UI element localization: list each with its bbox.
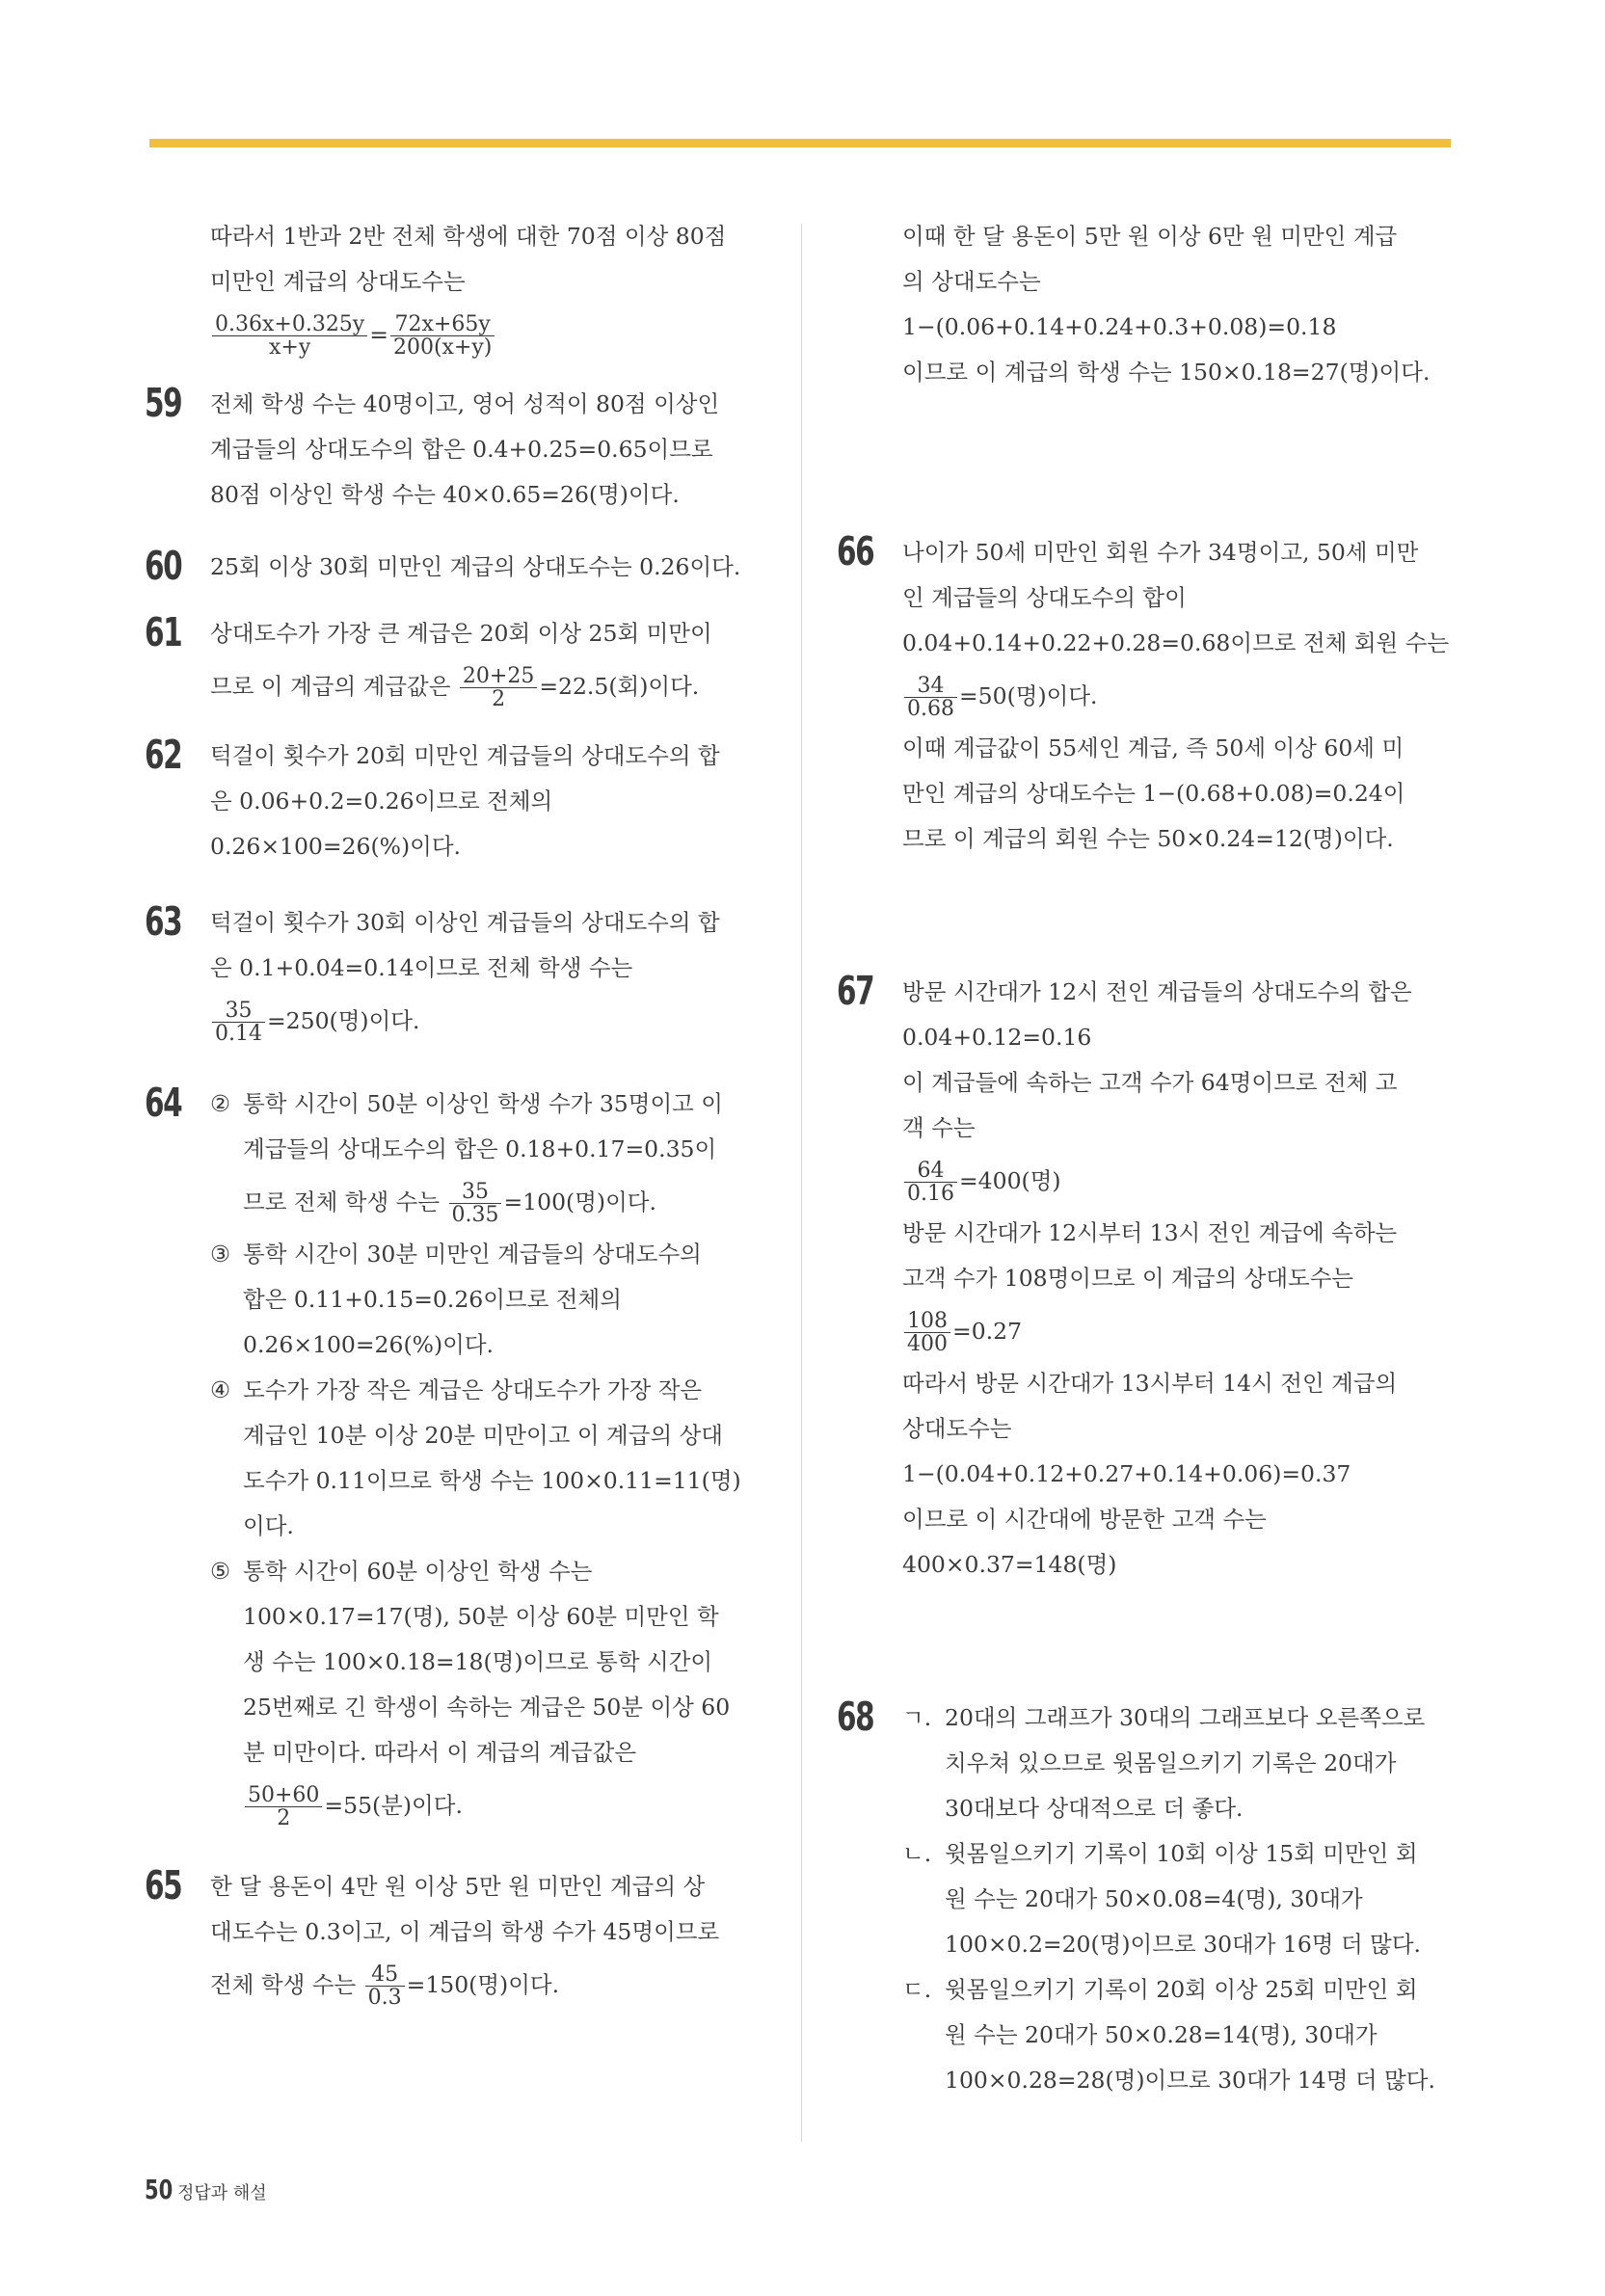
text-line: 이때 한 달 용돈이 5만 원 이상 6만 원 미만인 계급 (902, 223, 1398, 250)
choice-marker: ④ (210, 1376, 231, 1403)
text-line: 미만인 계급의 상대도수는 (210, 268, 466, 295)
text-line: 30대보다 상대적으로 더 좋다. (945, 1795, 1244, 1822)
text-line: 100×0.17=17(명), 50분 이상 60분 미만인 학 (243, 1603, 719, 1630)
text-line: 전체 학생 수는 40명이고, 영어 성적이 80점 이상인 (210, 390, 720, 417)
denominator: 200(x+y) (392, 335, 493, 360)
header-accent-bar (149, 139, 1451, 147)
numerator: 35 (212, 1000, 265, 1023)
choice-5 (210, 1549, 776, 1835)
numerator: 20+25 (460, 665, 537, 688)
page-number: 50 (145, 2174, 174, 2205)
text-line: 도수가 가장 작은 계급은 상대도수가 가장 작은 (243, 1376, 703, 1403)
equals-sign: = (369, 321, 388, 348)
question-number: 61 (145, 609, 182, 655)
text-span: =250(명)이다. (266, 1007, 420, 1034)
choice-marker: ③ (210, 1241, 231, 1268)
text-line: 상대도수가 가장 큰 계급은 20회 이상 25회 미만이 (210, 620, 712, 647)
left-column (145, 214, 776, 2015)
text-line: 인 계급들의 상대도수의 합이 (902, 584, 1187, 611)
choice-4 (210, 1368, 776, 1549)
text-span: 므로 이 계급의 계급값은 (210, 673, 458, 700)
text-span: =22.5(회)이다. (539, 673, 700, 700)
numerator: 34 (904, 675, 957, 698)
question-number: 67 (837, 968, 874, 1014)
answer-61 (145, 611, 776, 716)
text-span: 전체 학생 수는 (210, 1971, 363, 1998)
denominator: x+y (268, 335, 311, 360)
column-divider (801, 224, 802, 2142)
text-line: 므로 이 계급의 회원 수는 50×0.24=12(명)이다. (902, 825, 1394, 852)
text-line: 1−(0.06+0.14+0.24+0.3+0.08)=0.18 (902, 313, 1337, 340)
text-line: 대도수는 0.3이고, 이 계급의 학생 수가 45명이므로 (210, 1918, 720, 1945)
text-line: 25회 이상 30회 미만인 계급의 상대도수는 0.26이다. (210, 553, 741, 580)
fraction (904, 675, 957, 720)
text-line: 이므로 이 시간대에 방문한 고객 수는 (902, 1506, 1267, 1533)
text-line: 객 수는 (902, 1114, 976, 1141)
text-line: 나이가 50세 미만인 회원 수가 34명이고, 50세 미만 (902, 539, 1419, 566)
text-line: 0.04+0.12=0.16 (902, 1024, 1092, 1051)
denominator: 0.16 (907, 1182, 954, 1206)
answer-59 (145, 382, 776, 518)
text-line: 만인 계급의 상대도수는 1−(0.68+0.08)=0.24이 (902, 780, 1405, 807)
question-number: 64 (145, 1080, 182, 1126)
intro-block (145, 214, 776, 364)
text-line: 통학 시간이 50분 이상인 학생 수가 35명이고 이 (243, 1090, 724, 1117)
answer-64 (145, 1081, 776, 1835)
text-line: 윗몸일으키기 기록이 20회 이상 25회 미만인 회 (945, 1976, 1418, 2003)
text-line: 은 0.06+0.2=0.26이므로 전체의 (210, 788, 553, 814)
numerator: 0.36x+0.325y (212, 313, 367, 336)
formula-line (210, 305, 776, 364)
text-line: 방문 시간대가 12시 전인 계급들의 상대도수의 합은 (902, 978, 1412, 1005)
text-line: 0.04+0.14+0.22+0.28=0.68이므로 전체 회원 수는 (902, 629, 1450, 656)
text-span: =0.27 (952, 1318, 1023, 1345)
formula-line (210, 1955, 776, 2015)
text-line: 고객 수가 108명이므로 이 계급의 상대도수는 (902, 1265, 1354, 1292)
numerator: 108 (904, 1310, 950, 1333)
numerator: 35 (449, 1181, 502, 1204)
right-column (837, 214, 1463, 2103)
text-line: 분 미만이다. 따라서 이 계급의 계급값은 (243, 1739, 637, 1766)
fraction (904, 1310, 950, 1355)
question-number: 59 (145, 380, 182, 426)
text-line: 25번째로 긴 학생이 속하는 계급은 50분 이상 60 (243, 1694, 731, 1721)
answer-65-continued (837, 214, 1463, 395)
text-span: =100(명)이다. (503, 1188, 656, 1215)
text-line: 20대의 그래프가 30대의 그래프보다 오른쪽으로 (945, 1704, 1426, 1731)
formula-line (243, 1775, 776, 1835)
question-number: 68 (837, 1694, 874, 1740)
question-number: 66 (837, 528, 874, 574)
denominator: 0.35 (451, 1203, 499, 1227)
choice-marker: ⑤ (210, 1558, 231, 1585)
denominator: 0.14 (215, 1022, 262, 1046)
fraction (390, 313, 495, 359)
text-line: 이 계급들에 속하는 고객 수가 64명이므로 전체 고 (902, 1069, 1398, 1096)
question-number: 65 (145, 1862, 182, 1909)
text-span: =50(명)이다. (958, 682, 1098, 709)
fraction (365, 1963, 405, 2009)
text-line: 400×0.37=148(명) (902, 1551, 1117, 1578)
text-line: 생 수는 100×0.18=18(명)이므로 통학 시간이 (243, 1648, 713, 1675)
text-line: 도수가 0.11이므로 학생 수는 100×0.11=11(명) (243, 1467, 741, 1494)
formula-line (902, 1301, 1463, 1361)
formula-line (210, 991, 776, 1051)
answer-62 (145, 734, 776, 869)
denominator: 2 (277, 1806, 291, 1830)
text-line: 턱걸이 횟수가 30회 이상인 계급들의 상대도수의 합 (210, 909, 720, 936)
fraction (212, 1000, 265, 1045)
text-line: 이때 계급값이 55세인 계급, 즉 50세 이상 60세 미 (902, 734, 1404, 761)
question-number: 62 (145, 732, 182, 778)
numerator: 72x+65y (390, 313, 495, 336)
denominator: 2 (492, 687, 506, 711)
denominator: 0.3 (367, 1986, 402, 2010)
text-span: =150(명)이다. (406, 1971, 560, 1998)
text-line: 방문 시간대가 12시부터 13시 전인 계급에 속하는 (902, 1219, 1398, 1246)
answer-65 (145, 1864, 776, 2015)
statement-a (902, 1695, 1463, 1831)
statement-b (902, 1831, 1463, 1967)
statement-marker: ㄱ. (902, 1704, 932, 1731)
text-line: 원 수는 20대가 50×0.28=14(명), 30대가 (945, 2021, 1378, 2048)
numerator: 64 (904, 1160, 957, 1183)
text-line: 치우쳐 있으므로 윗몸일으키기 기록은 20대가 (945, 1749, 1397, 1776)
text-line: 0.26×100=26(%)이다. (210, 833, 462, 860)
answer-60 (145, 545, 776, 590)
text-line: 이므로 이 계급의 학생 수는 150×0.18=27(명)이다. (902, 359, 1431, 386)
text-line: 한 달 용돈이 4만 원 이상 5만 원 미만인 계급의 상 (210, 1873, 706, 1900)
statement-marker: ㄷ. (902, 1976, 932, 2003)
text-line: 0.26×100=26(%)이다. (243, 1331, 495, 1358)
text-line: 합은 0.11+0.15=0.26이므로 전체의 (243, 1286, 622, 1313)
formula-line (243, 1172, 776, 1232)
text-line: 통학 시간이 60분 이상인 학생 수는 (243, 1558, 593, 1585)
text-line: 윗몸일으키기 기록이 10회 이상 15회 미만인 회 (945, 1840, 1418, 1867)
numerator: 50+60 (245, 1784, 322, 1807)
choice-marker: ② (210, 1090, 231, 1117)
fraction (904, 1160, 957, 1205)
text-line: 원 수는 20대가 50×0.08=4(명), 30대가 (945, 1885, 1363, 1912)
text-line: 계급들의 상대도수의 합은 0.18+0.17=0.35이 (243, 1135, 717, 1162)
text-line: 100×0.28=28(명)이므로 30대가 14명 더 많다. (945, 2067, 1435, 2094)
text-line: 80점 이상인 학생 수는 40×0.65=26(명)이다. (210, 481, 680, 508)
answer-67 (837, 970, 1463, 1588)
text-line: 100×0.2=20(명)이므로 30대가 16명 더 많다. (945, 1931, 1422, 1958)
question-number: 60 (145, 543, 182, 589)
choice-3 (210, 1232, 776, 1368)
question-number: 63 (145, 898, 182, 945)
numerator: 45 (365, 1963, 405, 1987)
text-line: 통학 시간이 30분 미만인 계급들의 상대도수의 (243, 1241, 702, 1268)
fraction (245, 1784, 322, 1829)
answer-66 (837, 530, 1463, 862)
text-span: 므로 전체 학생 수는 (243, 1188, 447, 1215)
text-line: 따라서 방문 시간대가 13시부터 14시 전인 계급의 (902, 1370, 1398, 1397)
answer-68 (837, 1695, 1463, 2103)
formula-line (210, 656, 776, 716)
answer-63 (145, 900, 776, 1051)
text-line: 계급들의 상대도수의 합은 0.4+0.25=0.65이므로 (210, 436, 713, 463)
text-span: =55(분)이다. (324, 1792, 463, 1819)
statement-marker: ㄴ. (902, 1840, 932, 1867)
page-footer (145, 2174, 267, 2205)
text-span: =400(명) (958, 1167, 1061, 1194)
statement-c (902, 1967, 1463, 2103)
formula-line (902, 1151, 1463, 1211)
formula-line (902, 666, 1463, 726)
fraction (460, 665, 537, 710)
text-line: 이다. (243, 1512, 294, 1539)
footer-label: 정답과 해설 (177, 2183, 267, 2203)
denominator: 0.68 (907, 697, 954, 721)
text-line: 계급인 10분 이상 20분 미만이고 이 계급의 상대 (243, 1422, 724, 1449)
text-line: 상대도수는 (902, 1415, 1012, 1442)
fraction (212, 313, 367, 359)
text-line: 턱걸이 횟수가 20회 미만인 계급들의 상대도수의 합 (210, 742, 720, 769)
fraction (449, 1181, 502, 1226)
text-line: 의 상대도수는 (902, 268, 1041, 295)
text-line: 1−(0.04+0.12+0.27+0.14+0.06)=0.37 (902, 1460, 1351, 1487)
denominator: 400 (907, 1332, 948, 1356)
text-line: 은 0.1+0.04=0.14이므로 전체 학생 수는 (210, 954, 633, 981)
choice-2 (210, 1081, 776, 1232)
text-line: 따라서 1반과 2반 전체 학생에 대한 70점 이상 80점 (210, 223, 727, 250)
